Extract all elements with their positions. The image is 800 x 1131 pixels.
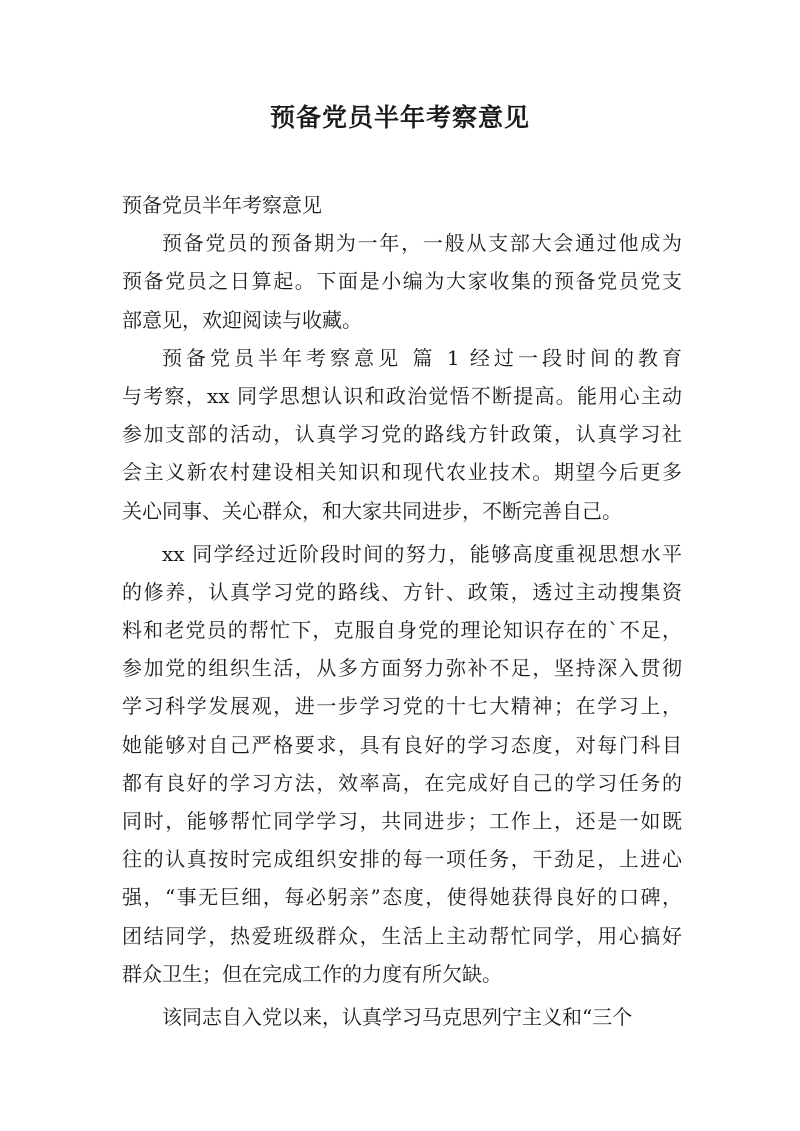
text-line: 同时，能够帮忙同学学习，共同进步；工作上，还是一如既 <box>122 809 682 833</box>
text-line: 都有良好的学习方法，效率高，在完成好自己的学习任务的 <box>122 770 682 795</box>
text-line: 该同志自入党以来，认真学习马克思列宁主义和“三个 <box>162 1004 633 1029</box>
text-line: 部意见，欢迎阅读与收藏。 <box>122 307 362 332</box>
text-line: 强，“事无巨细，每必躬亲”态度，使得她获得良好的口碑， <box>122 885 682 910</box>
text-line: 与考察，xx 同学思想认识和政治觉悟不断提高。能用心主动 <box>122 383 682 408</box>
text-line: 参加支部的活动，认真学习党的路线方针政策，认真学习社 <box>122 422 682 447</box>
document-body <box>122 186 682 1036</box>
text-line: 学习科学发展观，进一步学习党的十七大精神；在学习上， <box>122 694 682 719</box>
text-line: 预备党员半年考察意见 篇 1 经过一段时间的教育 <box>162 345 682 370</box>
text-line: 预备党员之日算起。下面是小编为大家收集的预备党员党支 <box>122 269 682 294</box>
text-line: 预备党员的预备期为一年，一般从支部大会通过他成为 <box>162 231 682 256</box>
text-line: 往的认真按时完成组织安排的每一项任务，干劲足，上进心 <box>122 847 682 872</box>
subtitle-line: 预备党员半年考察意见 <box>122 193 322 217</box>
text-line: 她能够对自己严格要求，具有良好的学习态度，对每门科目 <box>122 732 682 757</box>
document-title: 预备党员半年考察意见 <box>269 103 530 132</box>
text-line: 关心同事、关心群众，和大家共同进步，不断完善自己。 <box>122 498 622 523</box>
text-line: 的修养，认真学习党的路线、方针、政策，透过主动搜集资 <box>122 579 682 604</box>
text-line: xx 同学经过近阶段时间的努力，能够高度重视思想水平 <box>162 541 682 566</box>
text-line: 群众卫生；但在完成工作的力度有所欠缺。 <box>122 961 502 986</box>
text-line: 团结同学，热爱班级群众，生活上主动帮忙同学，用心搞好 <box>122 923 682 948</box>
text-line: 料和老党员的帮忙下，克服自身党的理论知识存在的`不足， <box>122 618 682 643</box>
text-line: 参加党的组织生活，从多方面努力弥补不足，坚持深入贯彻 <box>122 656 682 681</box>
text-line: 会主义新农村建设相关知识和现代农业技术。期望今后更多 <box>122 460 682 485</box>
